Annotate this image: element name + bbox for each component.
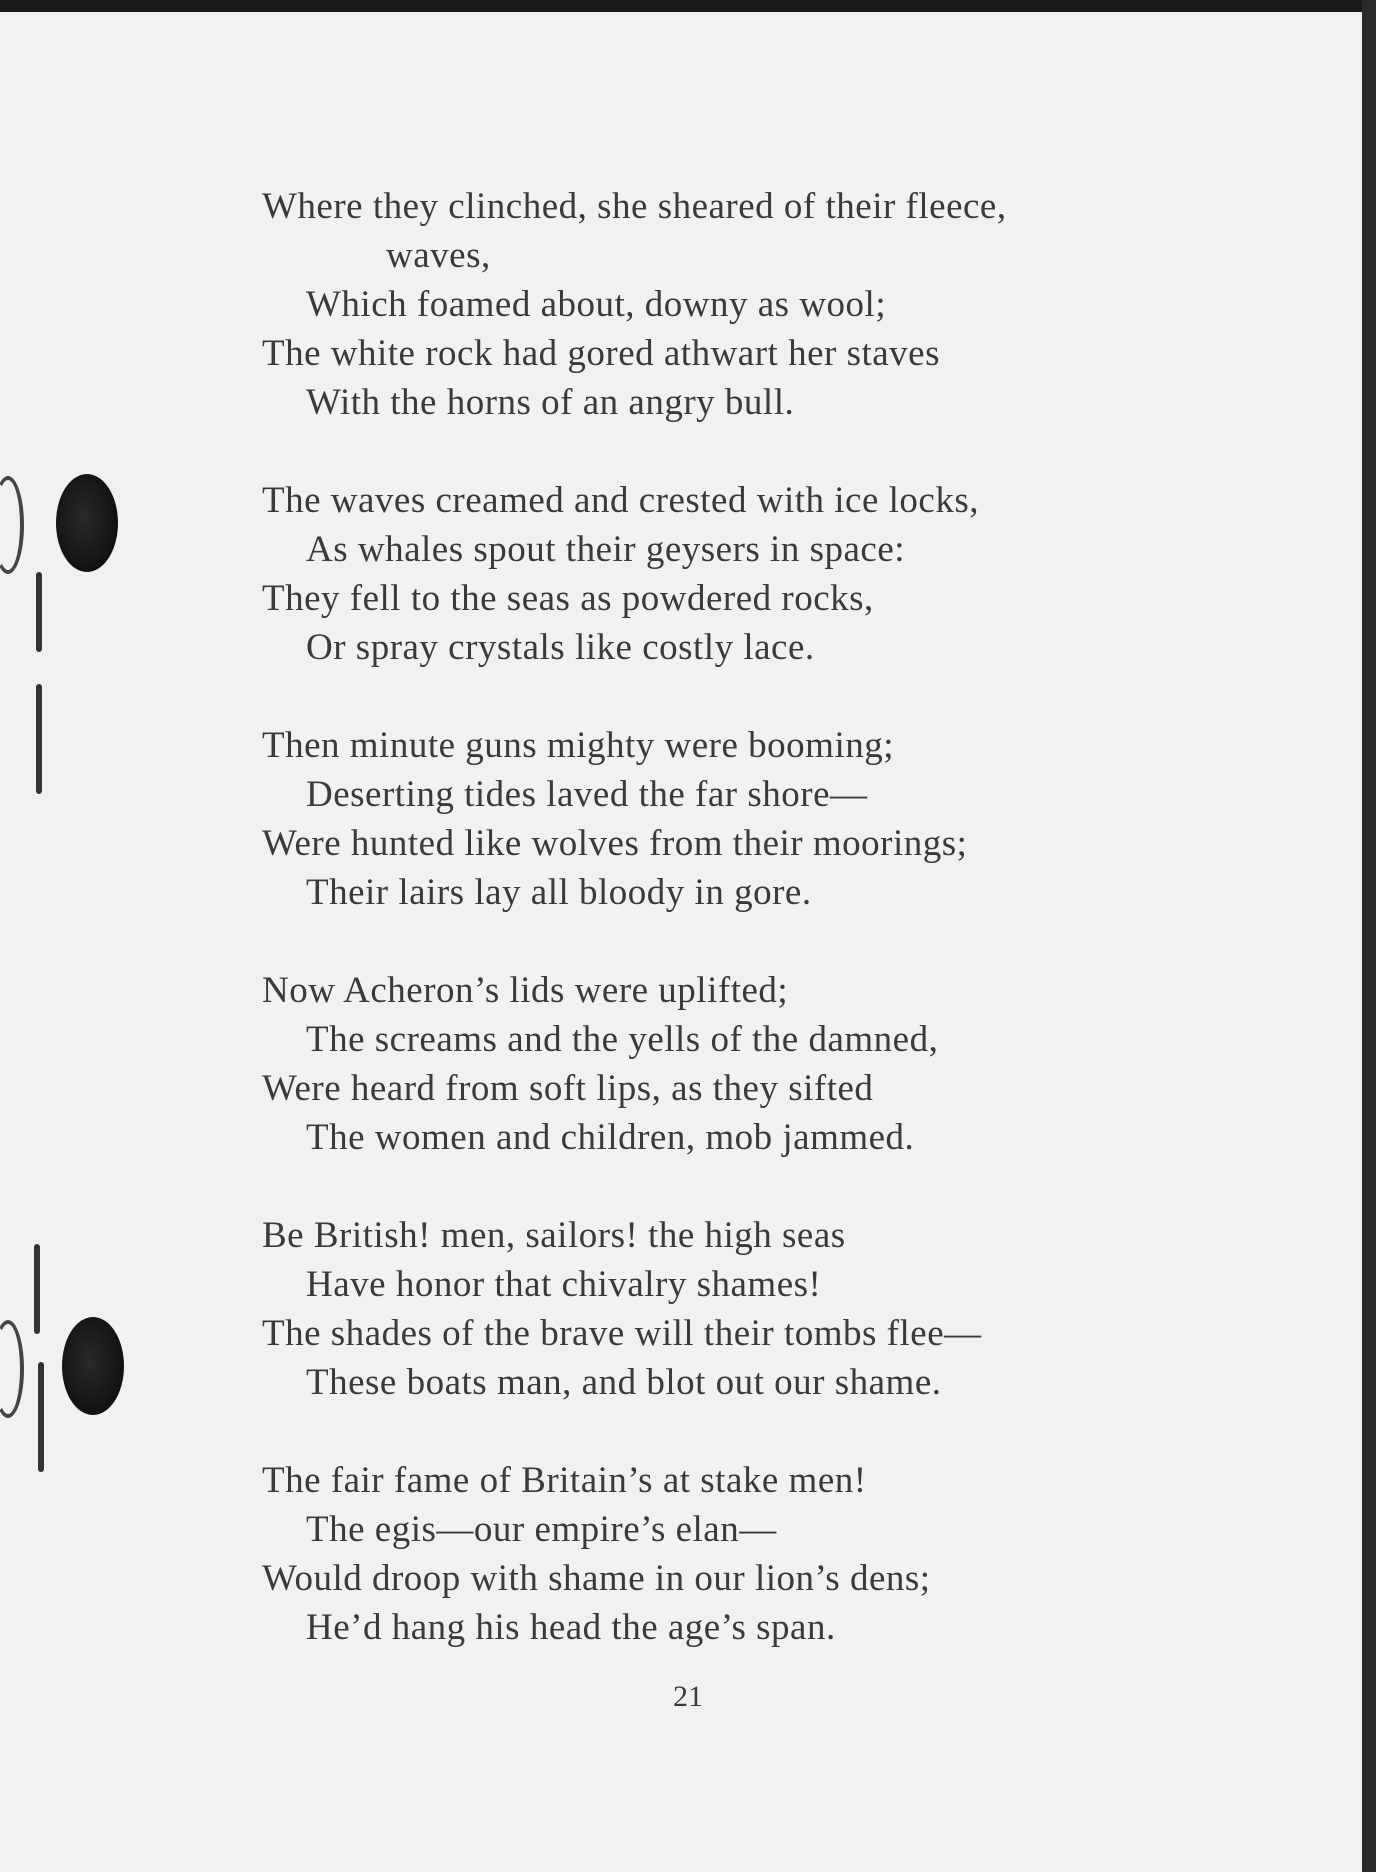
binding-mark [34, 1244, 40, 1334]
stanza [262, 476, 1262, 672]
poem-line: Where they clinched, she sheared of their fleece, [262, 186, 1007, 227]
page-edge-shadow [1362, 0, 1376, 1872]
stanza-gap [262, 1162, 1262, 1211]
stanza [262, 1211, 1262, 1407]
poem-line: The waves creamed and crested with ice locks, [262, 480, 979, 521]
binder-hole-bottom [62, 1317, 124, 1415]
poem-line: Have honor that chivalry shames! [306, 1264, 822, 1305]
binder-hole-top [56, 474, 118, 572]
stanza [262, 1456, 1262, 1652]
stanza [262, 721, 1262, 917]
poem-line: As whales spout their geysers in space: [306, 529, 906, 570]
binding-mark [36, 572, 42, 652]
poem-line: The shades of the brave will their tombs flee— [262, 1313, 982, 1354]
poem-line: Now Acheron’s lids were uplifted; [262, 970, 789, 1011]
poem-line: Their lairs lay all bloody in gore. [306, 872, 812, 913]
stanza-gap [262, 1407, 1262, 1456]
binding-mark [36, 684, 42, 794]
book-page [0, 12, 1362, 1872]
poem-line: They fell to the seas as powdered rocks, [262, 578, 874, 619]
poem-line: Be British! men, sailors! the high seas [262, 1215, 846, 1256]
poem-line: The screams and the yells of the damned, [306, 1019, 939, 1060]
poem-line: The white rock had gored athwart her staves [262, 333, 940, 374]
poem [262, 182, 1262, 1652]
poem-line: Then minute guns mighty were booming; [262, 725, 894, 766]
poem-line: With the horns of an angry bull. [306, 382, 795, 423]
poem-line: waves, [386, 235, 491, 276]
stanza-gap [262, 672, 1262, 721]
poem-line: Would droop with shame in our lion’s dens; [262, 1558, 931, 1599]
poem-line: Were heard from soft lips, as they sifted [262, 1068, 874, 1109]
poem-line: He’d hang his head the age’s span. [306, 1607, 836, 1648]
poem-line: Which foamed about, downy as wool; [306, 284, 887, 325]
stanza [262, 966, 1262, 1162]
stanza [262, 182, 1262, 427]
binding-mark [38, 1362, 44, 1472]
page-number: 21 [673, 1680, 703, 1713]
binder-hole-top-edge [0, 476, 24, 574]
binder-hole-bottom-edge [0, 1320, 24, 1418]
poem-line: These boats man, and blot out our shame. [306, 1362, 942, 1403]
poem-line: The women and children, mob jammed. [306, 1117, 915, 1158]
poem-line: Deserting tides laved the far shore— [306, 774, 868, 815]
poem-line: The fair fame of Britain’s at stake men! [262, 1460, 867, 1501]
poem-line: Or spray crystals like costly lace. [306, 627, 815, 668]
stanza-gap [262, 427, 1262, 476]
poem-line: Were hunted like wolves from their moorings; [262, 823, 968, 864]
stanza-gap [262, 917, 1262, 966]
poem-line: The egis—our empire’s elan— [306, 1509, 777, 1550]
